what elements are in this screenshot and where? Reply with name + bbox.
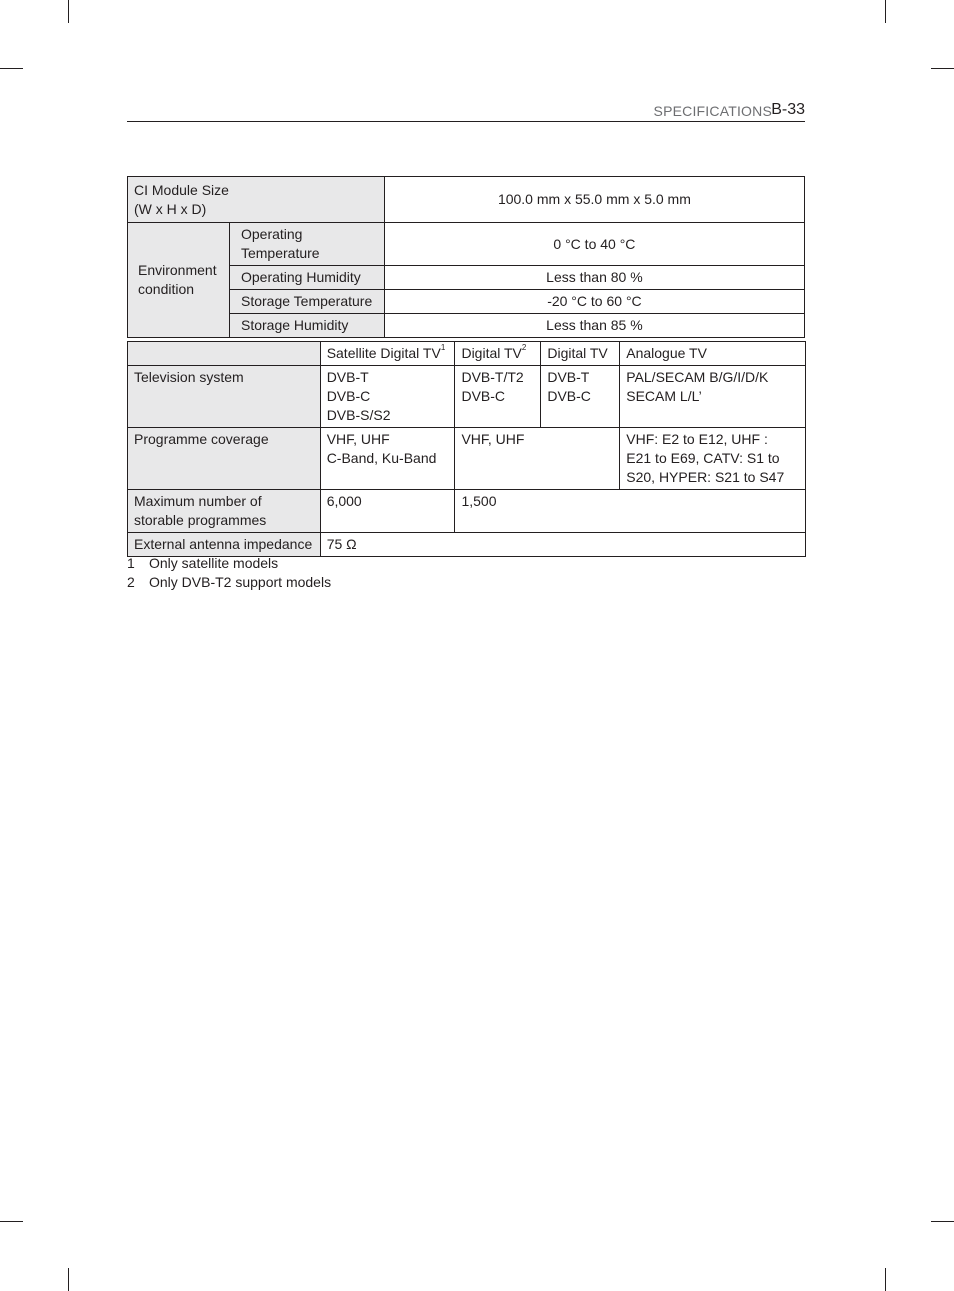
- ci-environment-table: [127, 176, 805, 338]
- header-label: Satellite Digital TV: [326, 345, 441, 361]
- footnote: [127, 573, 331, 592]
- footnote: [127, 554, 331, 573]
- cell-line: DVB-T/T2: [461, 369, 524, 385]
- footnote-ref: 1: [440, 343, 446, 352]
- television-system-satellite: [320, 366, 455, 428]
- header-analogue: Analogue TV: [620, 342, 806, 366]
- label-line: Maximum number of: [134, 493, 262, 509]
- crop-mark: [0, 68, 23, 69]
- header-satellite: [320, 342, 455, 366]
- television-system-label: Television system: [128, 366, 321, 428]
- television-system-analogue: [620, 366, 806, 428]
- label-line: storable programmes: [134, 512, 267, 528]
- cell-line: E21 to E69, CATV: S1 to: [626, 450, 780, 466]
- cell-line: SECAM L/L’: [626, 388, 702, 404]
- footnote-text: Only DVB-T2 support models: [149, 574, 332, 590]
- cell-line: S20, HYPER: S21 to S47: [626, 469, 785, 485]
- storage-humidity-value: Less than 85 %: [384, 314, 804, 338]
- programme-coverage-digital: VHF, UHF: [455, 428, 620, 490]
- environment-label: [128, 223, 230, 338]
- max-programmes-satellite: 6,000: [320, 490, 455, 533]
- max-programmes-others: 1,500: [455, 490, 806, 533]
- crop-mark: [0, 1221, 23, 1222]
- operating-humidity-label: Operating Humidity: [229, 266, 384, 290]
- cell-line: DVB-T: [547, 369, 590, 385]
- programme-coverage-label: Programme coverage: [128, 428, 321, 490]
- footnote-ref: 2: [521, 343, 527, 352]
- footnotes: [127, 554, 331, 592]
- ci-module-value: 100.0 mm x 55.0 mm x 5.0 mm: [384, 177, 804, 223]
- page-header: [127, 100, 805, 122]
- label-line: (W x H x D): [134, 200, 207, 217]
- storage-humidity-label: Storage Humidity: [229, 314, 384, 338]
- cell-line: VHF: E2 to E12, UHF :: [626, 431, 768, 447]
- cell-line: DVB-C: [547, 388, 591, 404]
- footnote-number: 2: [127, 574, 135, 590]
- table-row: [128, 266, 805, 290]
- cell-line: DVB-C: [461, 388, 506, 404]
- crop-mark: [885, 1268, 886, 1291]
- crop-mark: [68, 1268, 69, 1291]
- label-line: condition: [138, 281, 195, 297]
- cell-line: DVB-C: [326, 388, 371, 404]
- table-header-row: [128, 342, 806, 366]
- cell-line: DVB-T: [326, 369, 369, 385]
- header-digital: Digital TV: [541, 342, 620, 366]
- ci-module-label: [128, 177, 385, 223]
- programme-coverage-satellite: [320, 428, 455, 490]
- crop-mark: [931, 68, 954, 69]
- table-row: [128, 177, 805, 223]
- operating-temperature-label: [229, 223, 384, 266]
- page-number: B-33: [771, 101, 805, 118]
- header-digital-t2: [455, 342, 541, 366]
- table-row: [128, 314, 805, 338]
- footnote-text: Only satellite models: [149, 555, 279, 571]
- crop-mark: [931, 1221, 954, 1222]
- table-row: [128, 490, 806, 533]
- header-empty-cell: [128, 342, 321, 366]
- programme-coverage-analogue: [620, 428, 806, 490]
- footnote-number: 1: [127, 555, 135, 571]
- cell-line: VHF, UHF: [326, 431, 390, 447]
- section-title: SPECIFICATIONS: [653, 103, 772, 119]
- table-row: [128, 290, 805, 314]
- label-line: Operating: [240, 226, 303, 242]
- label-line: Temperature: [240, 245, 320, 261]
- storage-temperature-label: Storage Temperature: [229, 290, 384, 314]
- crop-mark: [68, 0, 69, 23]
- tv-system-table: [127, 341, 806, 557]
- antenna-impedance-value: 75 Ω: [320, 533, 805, 557]
- table-row: [128, 223, 805, 266]
- television-system-digital-t2: [455, 366, 541, 428]
- operating-humidity-value: Less than 80 %: [384, 266, 804, 290]
- cell-line: C-Band, Ku-Band: [326, 450, 437, 466]
- storage-temperature-value: -20 °C to 60 °C: [384, 290, 804, 314]
- table-row: [128, 366, 806, 428]
- table-row: [128, 428, 806, 490]
- crop-mark: [885, 0, 886, 23]
- television-system-digital: [541, 366, 620, 428]
- cell-line: DVB-S/S2: [326, 407, 391, 423]
- antenna-impedance-label: External antenna impedance: [128, 533, 321, 557]
- label-line: Environment: [138, 262, 217, 278]
- header-label: Digital TV: [461, 345, 522, 361]
- label-line: CI Module Size: [134, 181, 229, 198]
- cell-line: PAL/SECAM B/G/I/D/K: [626, 369, 769, 385]
- table-row: [128, 533, 806, 557]
- max-programmes-label: [128, 490, 321, 533]
- operating-temperature-value: 0 °C to 40 °C: [384, 223, 804, 266]
